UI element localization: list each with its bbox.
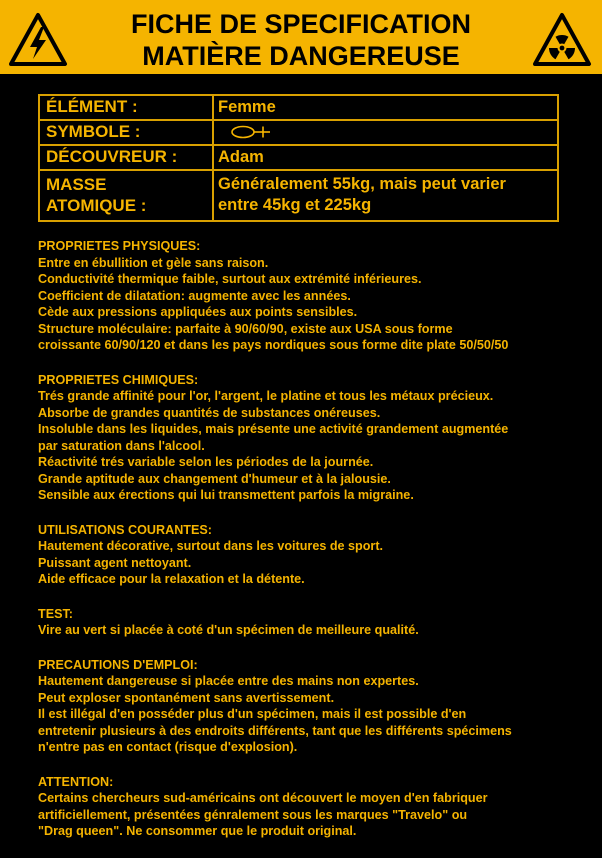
section-line: Certains chercheurs sud-américains ont découvert le moyen d'en fabriquer [38, 791, 488, 805]
section-common-uses [38, 522, 598, 588]
spec-row-symbol [40, 121, 557, 146]
spec-row-discoverer [40, 146, 557, 171]
section-title: TEST: [38, 606, 73, 621]
section-line: n'entre pas en contact (risque d'explosion). [38, 740, 298, 754]
section-warning [38, 774, 598, 840]
spec-content [38, 238, 598, 858]
section-line: Puissant agent nettoyant. [38, 555, 192, 570]
section-line: Entre en ébullition et gèle sans raison. [38, 255, 269, 270]
section-line: Conductivité thermique faible, surtout aux extrémité inférieures. [38, 272, 422, 286]
section-line: Hautement décorative, surtout dans les voitures de sport. [38, 539, 384, 553]
section-title: UTILISATIONS COURANTES: [38, 522, 212, 537]
spec-value-atomic-mass-line-2: entre 45kg et 225kg [218, 196, 372, 214]
section-line: artificiellement, présentées génralement sous les marques "Travelo" ou [38, 807, 468, 822]
section-line: Grande aptitude aux changement d'humeur et à la jalousie. [38, 471, 391, 486]
radiation-warning-icon [532, 12, 592, 68]
section-line: Hautement dangereuse si placée entre des mains non expertes. [38, 674, 419, 688]
section-line: Absorbe de grandes quantités de substances onéreuses. [38, 405, 381, 420]
page-title-line-1: FICHE DE SPECIFICATION [130, 9, 472, 39]
page-title-line-2: MATIÈRE DANGEREUSE [142, 41, 460, 71]
section-line: Insoluble dans les liquides, mais présente une activité grandement augmentée [38, 422, 509, 436]
spec-row-atomic-mass [40, 171, 557, 220]
section-line: Coefficient de dilatation: augmente avec les années. [38, 288, 351, 303]
section-line: Structure moléculaire: parfaite à 90/60/90, existe aux USA sous forme [38, 321, 453, 336]
section-title: ATTENTION: [38, 774, 114, 789]
spec-row-element [40, 96, 557, 121]
section-physical-properties [38, 238, 598, 354]
spec-label-atomic-mass [40, 171, 214, 220]
section-precautions [38, 657, 598, 756]
spec-value-atomic-mass-line-1: Généralement 55kg, mais peut varier [218, 175, 506, 193]
section-test [38, 606, 598, 639]
spec-table [38, 94, 559, 222]
section-line: Vire au vert si placée à coté d'un spécimen de meilleure qualité. [38, 623, 419, 637]
section-line: Sensible aux érections qui lui transmettent parfois la migraine. [38, 488, 414, 502]
header-banner [0, 0, 602, 74]
spec-label-atomic-mass-line-2: ATOMIQUE : [46, 196, 147, 215]
section-title: PROPRIETES CHIMIQUES: [38, 372, 199, 387]
section-line: Cède aux pressions appliquées aux points sensibles. [38, 305, 358, 319]
section-line: Trés grande affinité pour l'or, l'argent, le platine et tous les métaux précieux. [38, 389, 494, 403]
section-line: Aide efficace pour la relaxation et la détente. [38, 572, 305, 586]
spec-label-element: ÉLÉMENT : [40, 96, 214, 119]
spec-label-atomic-mass-line-1: MASSE [46, 175, 107, 194]
section-line: Il est illégal d'en posséder plus d'un spécimen, mais il est possible d'en [38, 707, 467, 721]
section-line: "Drag queen". Ne consommer que le produit original. [38, 824, 357, 838]
section-line: Peut exploser spontanément sans avertissement. [38, 690, 335, 705]
spec-value-element: Femme [218, 98, 276, 116]
section-line: par saturation dans l'alcool. [38, 438, 205, 453]
section-chemical-properties [38, 372, 598, 504]
spec-value-symbol [218, 121, 554, 144]
section-title: PRECAUTIONS D'EMPLOI: [38, 657, 198, 672]
spec-label-discoverer: DÉCOUVREUR : [40, 146, 214, 169]
female-symbol-icon [228, 124, 278, 145]
spec-value-atomic-mass [218, 171, 554, 223]
section-line: croissante 60/90/120 et dans les pays nordiques sous forme dite plate 50/50/50 [38, 338, 509, 352]
section-line: entretenir plusieurs à des endroits différents, tant que les différents spécimens [38, 723, 512, 738]
section-title: PROPRIETES PHYSIQUES: [38, 239, 201, 253]
spec-label-symbol: SYMBOLE : [40, 121, 214, 144]
high-voltage-warning-icon [8, 12, 68, 68]
section-line: Réactivité trés variable selon les périodes de la journée. [38, 455, 374, 469]
spec-value-discoverer: Adam [218, 148, 264, 166]
